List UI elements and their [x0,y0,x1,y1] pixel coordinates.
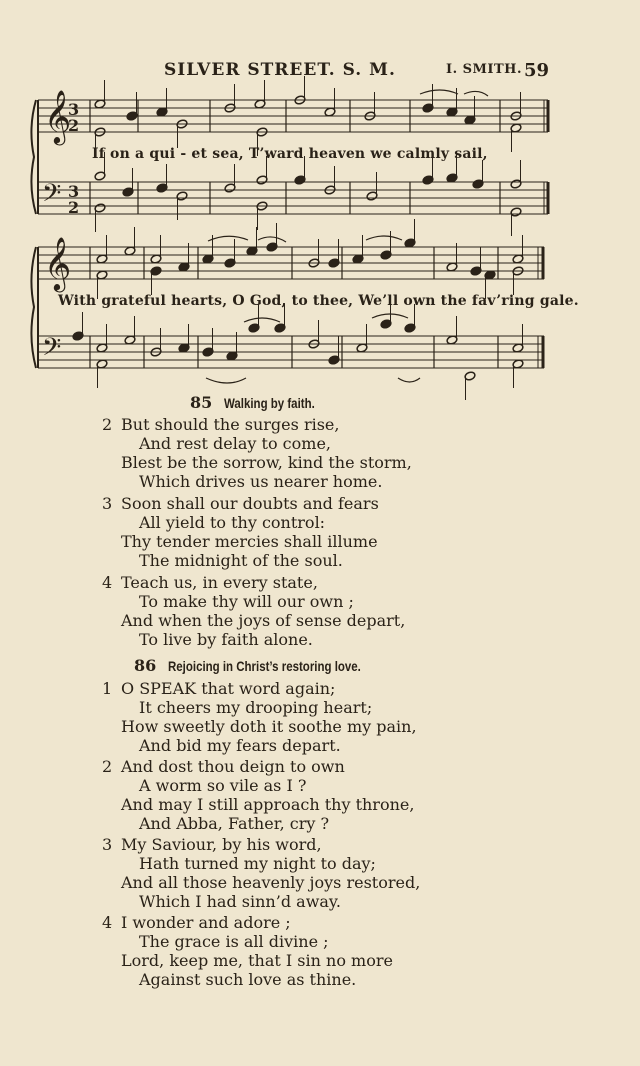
stanza-number: 3 [102,835,113,854]
time-signature: 2 [68,116,80,135]
stanza-number: 2 [102,757,113,776]
stanza-line: To make thy will our own ; [139,592,354,611]
stanza-line: And all those heavenly joys restored, [121,873,421,892]
stanza-line: Blest be the sorrow, kind the storm, [121,453,412,472]
stanza-line: To live by faith alone. [139,630,313,649]
stanza-line: And bid my fears depart. [139,736,341,755]
brace [31,247,36,368]
lyrics-line-2: With grateful hearts, O God, to thee, We’ll own the fav’ring gale. [58,293,579,309]
stanza-line: Thy tender mercies shall illume [121,532,378,551]
stanza-number: 2 [102,415,113,434]
stanza-line: Which I had sinn’d away. [139,892,341,911]
page-number: 59 [524,60,550,81]
stanza-line: And Abba, Father, cry ? [139,814,330,833]
hymn-86-heading [134,656,403,675]
stanza-number: 1 [102,679,113,698]
composer-credit: I. SMITH. [446,62,522,77]
stanza-line: Lord, keep me, that I sin no more [121,951,393,970]
stanza-line: And dost thou deign to own [121,757,345,776]
slur [366,236,402,240]
treble-clef-icon: 𝄞 [44,236,72,290]
stanza-line: But should the surges rise, [121,415,340,434]
stanza-line: All yield to thy control: [139,513,326,532]
time-signature: 3 [68,100,80,119]
stanza-line: A worm so vile as I ? [139,776,307,795]
stanza-line: I wonder and adore ; [121,913,291,932]
treble-clef-icon: 𝄞 [44,89,72,143]
stanza-line: Which drives us nearer home. [139,472,383,491]
stanza-line: How sweetly doth it soothe my pain, [121,717,417,736]
stanza-line: The midnight of the soul. [139,551,343,570]
hymn-subtitle: Walking by faith. [224,395,316,411]
stanza-number: 4 [102,573,113,592]
stanza-number: 3 [102,494,113,513]
slur [244,318,280,322]
hymn-subtitle: Rejoicing in Christ’s restoring love. [168,658,362,674]
slur [464,91,488,96]
stanza-line: And when the joys of sense depart, [121,611,406,630]
hymn-number: 85 [190,393,213,412]
lyrics-line-1: If on a qui - et sea, T’ward heaven we calmly sail, [92,146,488,162]
slur [420,90,458,94]
stanza-line: The grace is all divine ; [139,932,329,951]
stanza-line: O SPEAK that word again; [121,679,336,698]
stanza-number: 4 [102,913,113,932]
tune-title: SILVER STREET. S. M. [164,60,396,80]
slur [258,237,286,242]
hymn-85-heading [190,393,335,412]
music-score [0,0,640,400]
brace [31,100,36,214]
bass-clef-icon: 𝄢 [42,179,62,214]
stanza-line: My Saviour, by his word, [121,835,322,854]
stanza-line: Teach us, in every state, [121,573,318,592]
stanza-line: And rest delay to come, [139,434,331,453]
hymn-number: 86 [134,656,157,675]
slur [398,378,420,382]
time-signature: 2 [68,198,80,217]
stanza-line: And may I still approach thy throne, [121,795,415,814]
slur [206,378,246,383]
stanza-line: Against such love as thine. [139,970,357,989]
stanza-line: Hath turned my night to day; [139,854,376,873]
slur [208,236,248,241]
time-signature: 3 [68,182,80,201]
stanza-line: It cheers my drooping heart; [139,698,373,717]
stanza-line: Soon shall our doubts and fears [121,494,379,513]
bass-clef-icon: 𝄢 [42,333,62,368]
